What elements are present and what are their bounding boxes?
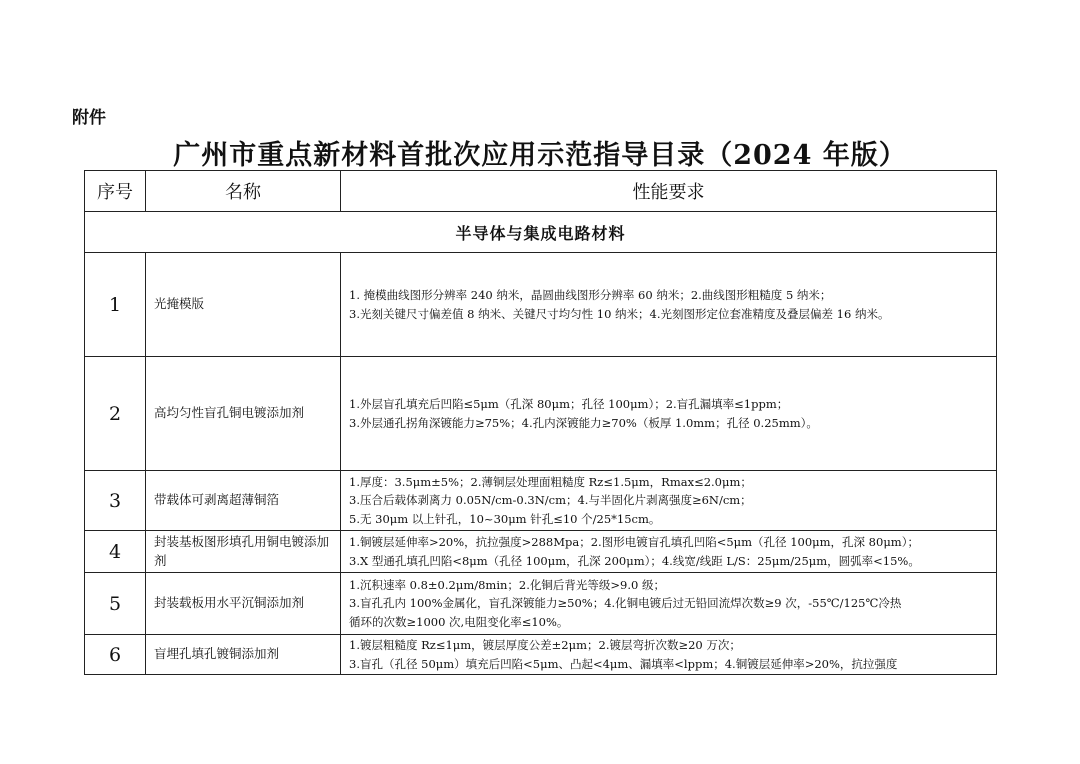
row-requirements	[341, 573, 997, 635]
row-name: 高均匀性盲孔铜电镀添加剂	[146, 357, 341, 471]
row-name: 带载体可剥离超薄铜箔	[146, 471, 341, 531]
table-row	[85, 253, 997, 357]
row-name: 光掩模版	[146, 253, 341, 357]
document-title: 广州市重点新材料首批次应用示范指导目录（2024 年版）	[173, 140, 907, 171]
requirement-line: 1.厚度：3.5μm±5%；2.薄铜层处理面粗糙度 Rz≤1.5μm，Rmax≤2.0μm；	[349, 474, 752, 489]
row-seq: 6	[85, 635, 146, 675]
header-seq: 序号	[85, 171, 146, 212]
row-requirements	[341, 357, 997, 471]
table-row	[85, 357, 997, 471]
row-seq: 2	[85, 357, 146, 471]
row-seq: 3	[85, 471, 146, 531]
table-row	[85, 635, 997, 675]
requirement-line: 3.压合后载体剥离力 0.05N/cm-0.3N/cm；4.与半固化片剥离强度≥6N/cm；	[349, 493, 752, 508]
header-requirements: 性能要求	[341, 171, 997, 212]
table-row	[85, 573, 997, 635]
requirement-line: 1. 掩模曲线图形分辨率 240 纳米，晶圆曲线图形分辨率 60 纳米；2.曲线图形粗糙度 5 纳米；	[349, 288, 832, 303]
category-row	[85, 212, 997, 253]
requirement-line: 3.外层通孔拐角深镀能力≥75%；4.孔内深镀能力≥70%（板厚 1.0mm；孔径 0.25mm）。	[349, 415, 818, 430]
table-header-row	[85, 171, 997, 212]
requirement-line: 3.X 型通孔填孔凹陷<8μm（孔径 100μm，孔深 200μm）；4.线宽/线距 L/S：25μm/25μm，圆弧率<15%。	[349, 553, 920, 568]
row-requirements	[341, 471, 997, 531]
requirement-line: 循环的次数≥1000 次,电阻变化率≤10%。	[349, 614, 569, 629]
table-row	[85, 531, 997, 573]
row-seq: 1	[85, 253, 146, 357]
row-name: 封装载板用水平沉铜添加剂	[146, 573, 341, 635]
row-requirements	[341, 253, 997, 357]
requirement-line: 3.光刻关键尺寸偏差值 8 纳米、关键尺寸均匀性 10 纳米；4.光刻图形定位套准精度及叠层偏差 16 纳米。	[349, 306, 890, 321]
requirement-line: 1.铜镀层延伸率>20%，抗拉强度>288Mpa；2.图形电镀盲孔填孔凹陷<5μm（孔径 100μm，孔深 80μm）；	[349, 535, 919, 550]
attachment-label: 附件	[72, 108, 106, 128]
category-label: 半导体与集成电路材料	[85, 212, 997, 253]
table-row	[85, 471, 997, 531]
row-requirements	[341, 635, 997, 675]
row-name: 封装基板图形填孔用铜电镀添加剂	[146, 531, 341, 573]
row-seq: 4	[85, 531, 146, 573]
row-name: 盲埋孔填孔镀铜添加剂	[146, 635, 341, 675]
row-seq: 5	[85, 573, 146, 635]
requirement-line: 5.无 30μm 以上针孔，10~30μm 针孔≤10 个/25*15cm。	[349, 511, 661, 526]
requirement-line: 3.盲孔孔内 100%金属化，盲孔深镀能力≥50%；4.化铜电镀后过无铅回流焊次数≥9 次，-55℃/125℃冷热	[349, 596, 902, 611]
requirement-line: 1.外层盲孔填充后凹陷≤5μm（孔深 80μm；孔径 100μm）；2.盲孔漏填率≤1ppm；	[349, 397, 789, 412]
requirement-line: 1.沉积速率 0.8±0.2μm/8min；2.化铜后背光等级>9.0 级；	[349, 577, 665, 592]
header-name: 名称	[146, 171, 341, 212]
row-requirements	[341, 531, 997, 573]
catalog-table	[84, 170, 997, 675]
requirement-line: 1.镀层粗糙度 Rz≤1μm，镀层厚度公差±2μm；2.镀层弯折次数≥20 万次；	[349, 638, 741, 653]
requirement-line: 3.盲孔（孔径 50μm）填充后凹陷<5μm、凸起<4μm、漏填率<lppm；4.铜镀层延伸率>20%，抗拉强度	[349, 656, 898, 671]
